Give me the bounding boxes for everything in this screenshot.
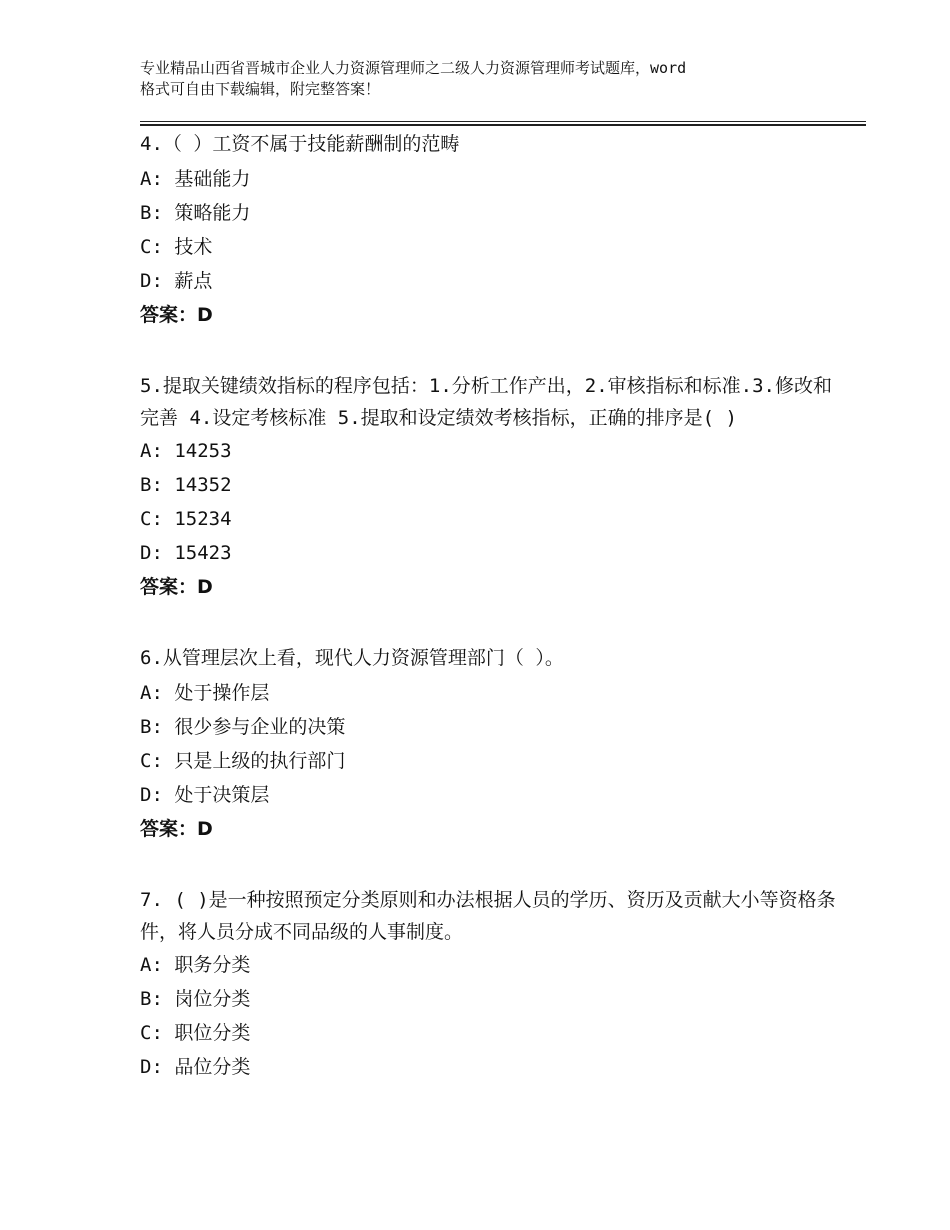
option-a: A: 14253 [140,440,232,462]
option-b: B: 14352 [140,474,232,496]
option-d: D: 15423 [140,542,232,564]
option-b: B: 策略能力 [140,202,251,224]
option-c: C: 只是上级的执行部门 [140,750,346,772]
header-line-2: 格式可自由下载编辑，附完整答案！ [140,80,381,98]
answer-line: 答案：D [140,576,213,598]
document-header [140,58,840,100]
option-a: A: 职务分类 [140,954,251,976]
option-b: B: 很少参与企业的决策 [140,716,346,738]
option-d: D: 薪点 [140,270,213,292]
question-5 [140,370,840,604]
answer-line: 答案：D [140,304,213,326]
question-6 [140,642,840,846]
option-a: A: 处于操作层 [140,682,270,704]
question-list [140,128,840,1084]
question-gap [140,332,840,370]
question-gap [140,604,840,642]
option-b: B: 岗位分类 [140,988,251,1010]
header-line-1: 专业精品山西省晋城市企业人力资源管理师之二级人力资源管理师考试题库，word [140,59,687,77]
option-d: D: 处于决策层 [140,784,270,806]
header-divider [140,121,866,126]
option-c: C: 职位分类 [140,1022,251,1044]
question-gap [140,846,840,884]
question-text: 7. ( )是一种按照预定分类原则和办法根据人员的学历、资历及贡献大小等资格条件，将人员分成不同品级的人事制度。 [140,889,836,943]
option-c: C: 15234 [140,508,232,530]
option-d: D: 品位分类 [140,1056,251,1078]
answer-line: 答案：D [140,818,213,840]
question-text: 4.（ ）工资不属于技能薪酬制的范畴 [140,133,460,155]
option-c: C: 技术 [140,236,213,258]
option-a: A: 基础能力 [140,168,251,190]
question-text: 5.提取关键绩效指标的程序包括：1.分析工作产出，2.审核指标和标准.3.修改和完善 4.设定考核标准 5.提取和设定绩效考核指标，正确的排序是( ) [140,375,832,429]
question-7 [140,884,840,1084]
question-4 [140,128,840,332]
question-text: 6.从管理层次上看，现代人力资源管理部门（ ）。 [140,647,564,669]
